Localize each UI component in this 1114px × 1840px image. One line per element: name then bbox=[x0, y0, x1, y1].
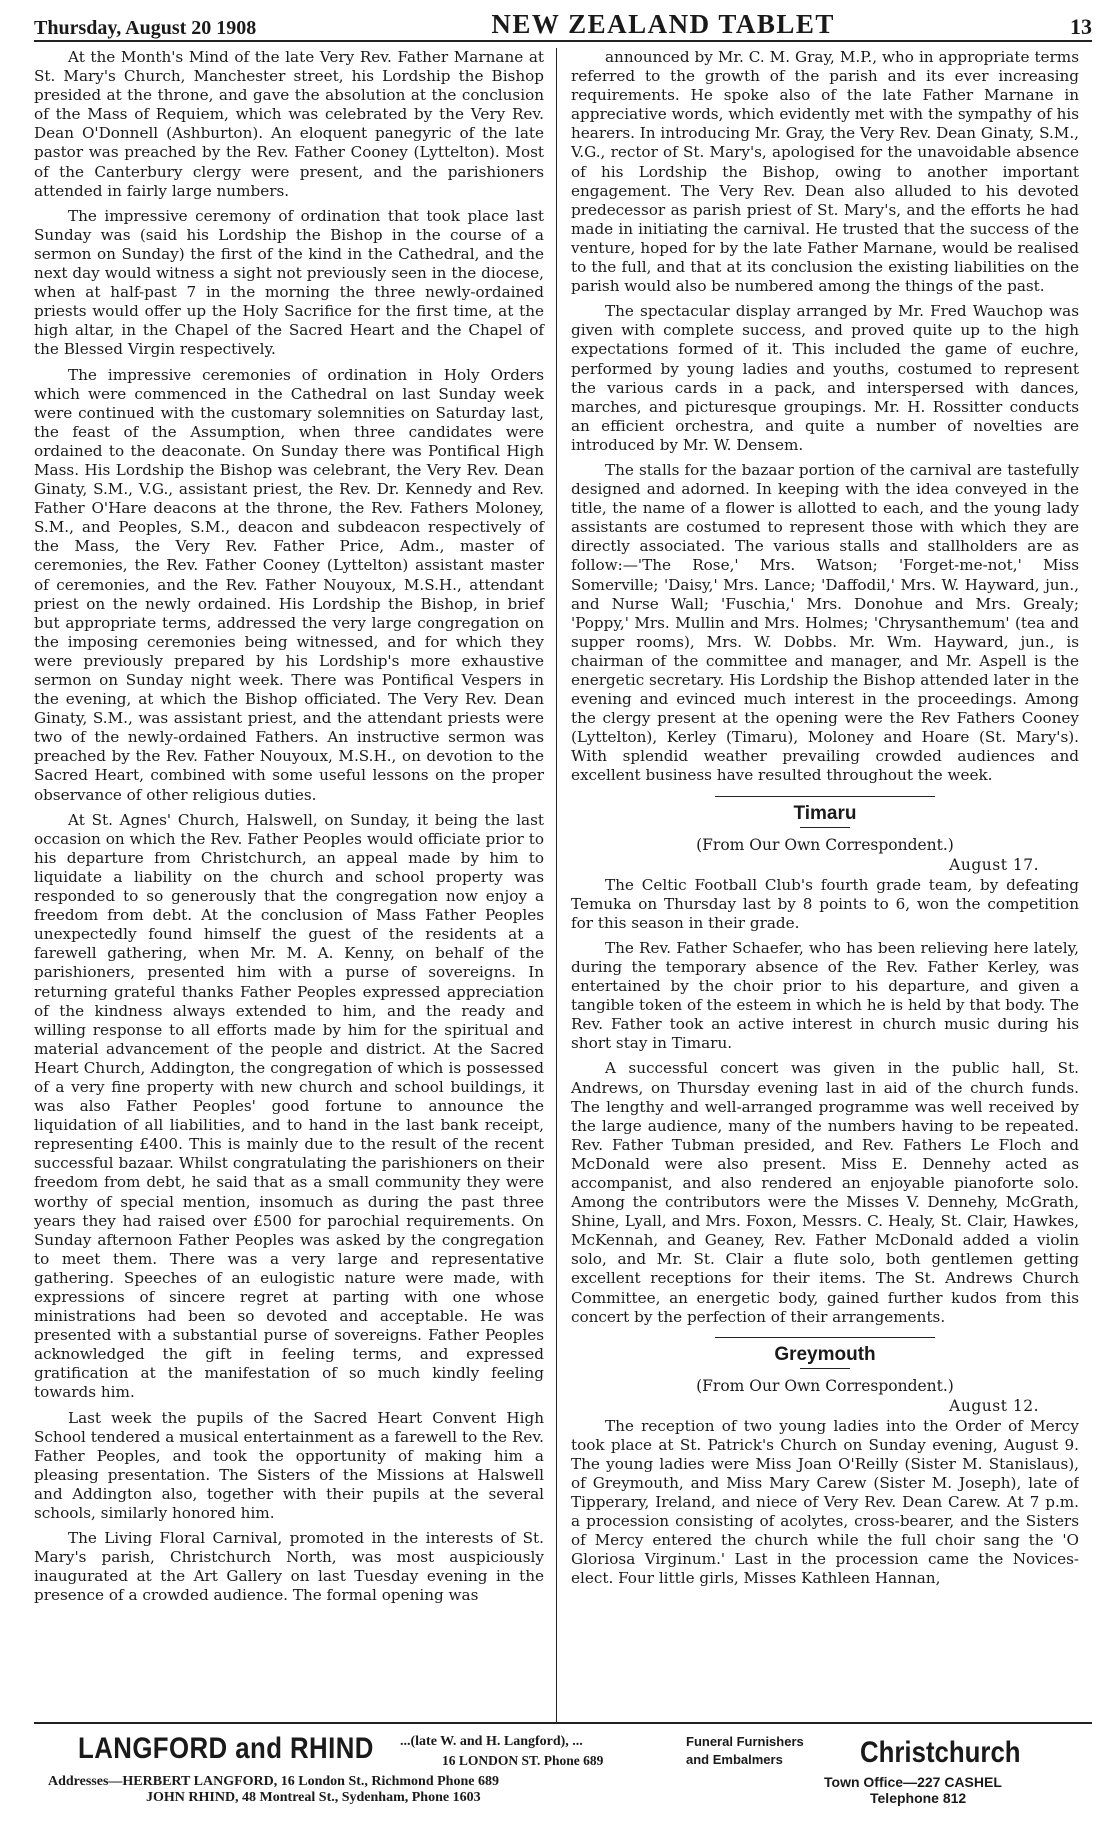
paragraph: The Rev. Father Schaefer, who has been relieving here lately, during the temporary absence of the Rev. Father Kerley, was entertained by the choir prior to his departure, and given a tangible token of the esteem in which he is held by that body. The Rev. Father took an active interest in church music during his short stay in Timaru. bbox=[571, 938, 1079, 1053]
advertisement bbox=[34, 1722, 1092, 1834]
paragraph: A successful concert was given in the public hall, St. Andrews, on Thursday evening last in aid of the church funds. The lengthy and well-arranged programme was well received by the large audience, many of the numbers having to be repeated. Rev. Father Tubman presided, and Rev. Fathers Le Floch and McDonald were also present. Miss E. Dennehy acted as accompanist, and also rendered an enjoyable pianoforte solo. Among the contributors were the Misses V. Dennehy, McGrath, Shine, Lyall, and Mrs. Foxon, Messrs. C. Healy, St. Clair, Hawkes, McKennah, and Geaney, Rev. Father McDonald added a violin solo, and Mr. St. Clair a flute solo, both gentlemen getting excellent receptions for their items. The St. Andrews Church Committee, an energetic body, gained further kudos from this concert by the perfection of their arrangements. bbox=[571, 1059, 1079, 1326]
paragraph: The stalls for the bazaar portion of the carnival are tastefully designed and adorned. In keeping with the idea conveyed in the title, the name of a flower is allotted to each, and the young lady assistants are costumed to represent those with which they are directly associated. The various stalls and stallholders are as follow:—'The Rose,' Mrs. Watson; 'Forget-me-not,' Miss Somerville; 'Daisy,' Mrs. Lance; 'Daffodil,' Mrs. W. Hayward, jun., and Nurse Wall; 'Fuschia,' Mrs. Donohue and Mrs. Grealy; 'Poppy,' Mrs. Mullin and Mrs. Holmes; 'Chrysanthemum' (tea and supper rooms), Mrs. W. Dobbs. Mr. Wm. Hayward, jun., is chairman of the committee and manager, and Mr. Aspell is the energetic secretary. His Lordship the Bishop attended later in the evening and evinced much interest in the proceedings. Among the clergy present at the opening were the Rev Fathers Cooney (Lyttelton), Kerley (Timaru), Moloney and Hoare (St. Mary's). With splendid weather prevailing crowded audiences and excellent business have resulted throughout the week. bbox=[571, 460, 1079, 785]
paragraph: The impressive ceremonies of ordination in Holy Orders which were commenced in the Cathedral on last Sunday week were continued with the customary solemnities on Saturday last, the feast of the Assumption, when three candidates were ordained to the deaconate. On Sunday there was Pontifical High Mass. His Lordship the Bishop was celebrant, the Very Rev. Dean Ginaty, S.M., V.G., assistant priest, the Rev. Dr. Kennedy and Rev. Father O'Hare deacons at the throne, the Rev. Fathers Moloney, S.M., and Peoples, S.M., deacon and subdeacon respectively of the Mass, the Very Rev. Father Price, Adm., master of ceremonies, the Rev. Father Cooney (Lyttelton) assistant master of ceremonies, and the Rev. Father Nouyoux, M.S.H., attendant priest on the newly ordained. His Lordship the Bishop, in brief but appropriate terms, addressed the very large congregation on the imposing ceremonies being witnessed, and for which they were previously prepared by his Lordship's more exhaustive sermon on Sunday night week. There was Pontifical Vespers in the evening, at which the Bishop officiated. The Very Rev. Dean Ginaty, S.M., was assistant priest, and the attendant priests were two of the newly-ordained Fathers. An instructive sermon was preached by the Rev. Father Nouyoux, M.S.H., on devotion to the Sacred Heart, combined with some useful lessons on the proper observance of other religious duties. bbox=[34, 365, 544, 804]
advertiser-street-phone: 16 LONDON ST. Phone 689 bbox=[442, 1753, 604, 1768]
paragraph: Last week the pupils of the Sacred Heart Convent High School tendered a musical entertainment as a farewell to the Rev. Father Peoples, and took the opportunity of making him a pleasing presentation. The Sisters of the Missions at Halswell and Addington also, together with their pupils at the several schools, similarly honored him. bbox=[34, 1408, 544, 1523]
paragraph: The impressive ceremony of ordination that took place last Sunday was (said his Lordship the Bishop in the course of a sermon on Sunday) the first of the kind in the Cathedral, and the next day would witness a sight not previously seen in the diocese, when at half-past 7 in the morning the three newly-ordained priests would offer up the Holy Sacrifice for the first time, at the high altar, in the Chapel of the Sacred Heart and the Chapel of the Blessed Virgin respectively. bbox=[34, 206, 544, 359]
advertiser-city: Christchurch bbox=[860, 1736, 1021, 1769]
paragraph: announced by Mr. C. M. Gray, M.P., who in appropriate terms referred to the growth of the parish and its ever increasing requirements. He spoke also of the late Father Marnane in appreciative words, which evidently met with the sympathy of his hearers. In introducing Mr. Gray, the Very Rev. Dean Ginaty, S.M., V.G., rector of St. Mary's, apologised for the unavoidable absence of his Lordship the Bishop, owing to another important engagement. The Very Rev. Dean also alluded to his devoted predecessor as parish priest of St. Mary's, and the efforts he had made in initiating the carnival. He trusted that the success of the venture, hoped for by the late Father Marnane, would be realised to the full, and that at its conclusion the existing liabilities on the parish would also be numbered among the things of the past. bbox=[571, 48, 1079, 296]
paragraph: At St. Agnes' Church, Halswell, on Sunday, it being the last occasion on which the Rev. Father Peoples would officiate prior to his departure from Christchurch, an appeal made by him to liquidate a liability on the church and school property was responded to so generously that the congregation now enjoy a freedom from debt. At the conclusion of Mass Father Peoples unexpectedly found himself the guest of the residents at a farewell gathering, when Mr. M. A. Kenny, on behalf of the parishioners, presented him with a purse of sovereigns. In returning grateful thanks Father Peoples expressed appreciation of the kindness always extended to him, and the ready and willing response to all efforts made by him for the spiritual and material advancement of the people and district. At the Sacred Heart Church, Addington, the congregation of which is possessed of a very fine property with new church and school buildings, it was also Father Peoples' good fortune to announce the liquidation of all liabilities, and to hand in the last bank receipt, representing £400. This is mainly due to the result of the recent successful bazaar. Whilst congratulating the parishioners on their freedom from debt, he said that as a small community they were worthy of special mention, insomuch as during the past three years they had raised over £500 for parochial requirements. On Sunday afternoon Father Peoples was asked by the congregation to meet them. There was a very large and representative gathering. Speeches of an eulogistic nature were made, with expressions of sincere regret at parting with one whose ministrations had been so devoted and acceptable. He was presented with a substantial purse of sovereigns. Father Peoples acknowledged the gift in feeling terms, and expressed gratification at the manifestation of so much kindly feeling towards him. bbox=[34, 810, 544, 1402]
advertiser-address: Addresses—HERBERT LANGFORD, 16 London St., Richmond Phone 689 bbox=[48, 1774, 499, 1789]
advertiser-former-name: ...(late W. and H. Langford), ... bbox=[400, 1734, 583, 1749]
section-heading-greymouth: Greymouth bbox=[774, 1343, 876, 1365]
advertiser-service: and Embalmers bbox=[686, 1752, 783, 1767]
article-columns bbox=[34, 48, 1092, 1724]
publication-title: NEW ZEALAND TABLET bbox=[491, 9, 835, 39]
page-number: 13 bbox=[1069, 14, 1092, 39]
correspondent-line: (From Our Own Correspondent.) bbox=[696, 1376, 954, 1395]
left-column bbox=[34, 48, 554, 1724]
masthead bbox=[34, 8, 1092, 42]
dateline: August 17. bbox=[949, 855, 1039, 874]
heading-underline bbox=[800, 827, 850, 828]
paragraph: The reception of two young ladies into the Order of Mercy took place at St. Patrick's Church on Sunday evening, August 9. The young ladies were Miss Joan O'Reilly (Sister M. Stanislaus), of Greymouth, and Miss Mary Carew (Sister M. Joseph), late of Tipperary, Ireland, and niece of Very Rev. Dean Carew. At 7 p.m. a procession consisting of acolytes, cross-bearer, and the Sisters of Mercy entered the church while the full choir sang the 'O Gloriosa Virginum.' Last in the procession came the Novices-elect. Four little girls, Misses Kathleen Hannan, bbox=[571, 1416, 1079, 1588]
paragraph: The Living Floral Carnival, promoted in the interests of St. Mary's parish, Christchurch North, was most auspiciously inaugurated at the Art Gallery on last Tuesday evening in the presence of a crowded audience. The formal opening was bbox=[34, 1529, 544, 1605]
advertiser-address: JOHN RHIND, 48 Montreal St., Sydenham, Phone 1603 bbox=[146, 1790, 481, 1805]
advertiser-town-office: Town Office—227 CASHEL bbox=[824, 1774, 1002, 1790]
section-rule bbox=[715, 1337, 935, 1338]
advertiser-name: LANGFORD and RHIND bbox=[78, 1732, 374, 1765]
paragraph: The Celtic Football Club's fourth grade team, by defeating Temuka on Thursday last by 8 points to 6, won the competition for this season in their grade. bbox=[571, 875, 1079, 932]
column-divider bbox=[556, 48, 557, 1724]
issue-date: Thursday, August 20 1908 bbox=[34, 17, 257, 39]
section-rule bbox=[715, 796, 935, 797]
advertiser-telephone: Telephone 812 bbox=[870, 1790, 967, 1806]
dateline: August 12. bbox=[949, 1396, 1039, 1415]
paragraph: At the Month's Mind of the late Very Rev. Father Marnane at St. Mary's Church, Manchester street, his Lordship the Bishop presided at the throne, and gave the absolution at the conclusion of the Mass of Requiem, which was celebrated by the Very Rev. Dean O'Donnell (Ashburton). An eloquent panegyric of the late pastor was preached by the Rev. Father Cooney (Lyttelton). Most of the Canterbury clergy were present, and the parishioners attended in fairly large numbers. bbox=[34, 48, 544, 200]
section-heading-timaru: Timaru bbox=[793, 802, 857, 824]
heading-underline bbox=[800, 1368, 850, 1369]
correspondent-line: (From Our Own Correspondent.) bbox=[696, 835, 954, 854]
paragraph: The spectacular display arranged by Mr. Fred Wauchop was given with complete success, and proved quite up to the high expectations formed of it. This included the game of euchre, performed by young ladies and youths, costumed to represent the various cards in a pack, and interspersed with dances, marches, and picturesque groupings. Mr. H. Rossitter conducts an efficient orchestra, and quite a number of novelties are introduced by Mr. W. Densem. bbox=[571, 302, 1079, 454]
right-column bbox=[559, 48, 1079, 1724]
advertiser-service: Funeral Furnishers bbox=[686, 1734, 804, 1749]
